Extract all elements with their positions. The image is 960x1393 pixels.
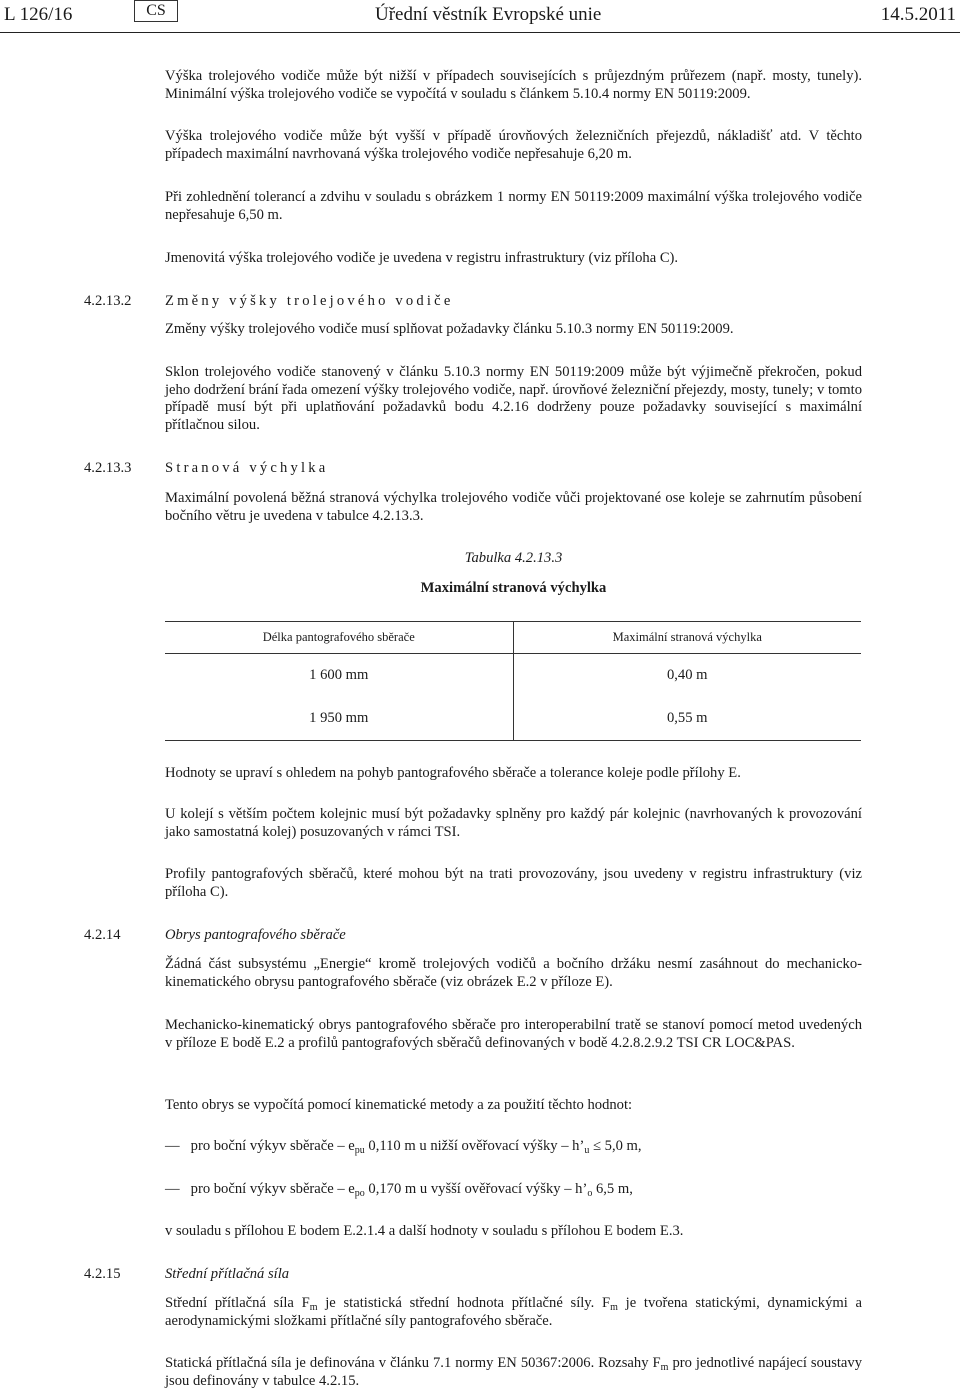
paragraph: Změny výšky trolejového vodiče musí splňovat požadavky článku 5.10.3 normy EN 50119:2009. [165, 321, 734, 337]
paragraph: Výška trolejového vodiče může být vyšší v případě úrovňových železničních přejezdů, nákladišť atd. V těchto případech maximální navrhovaná výška trolejového vodiče nepřesahuje 6,20 m. [165, 128, 862, 162]
paragraph: Hodnoty se upraví s ohledem na pohyb pantografového sběrače a tolerance koleje podle přílohy E. [165, 765, 741, 781]
text-run: Střední přítlačná síla F [165, 1295, 310, 1311]
text-run: pro jednotlivé napájecí soustavy jsou definovány v tabulce 4.2.15. [165, 1355, 862, 1389]
list-text: 0,110 m u nižší ověřovací výšky – h’ [364, 1138, 585, 1154]
section-number: 4.2.13.2 [84, 293, 132, 309]
list-text: 6,5 m, [592, 1181, 633, 1197]
paragraph: Mechanicko-kinematický obrys pantografového sběrače pro interoperabilní tratě se stanoví pomocí metod uvedených v příloze E bodě E.2 a profilů pantografových sběračů definovaných v bodě 4.2.8.2.9.2 TSI CR LOC&PAS. [165, 1017, 862, 1051]
section-title: Stranová výchylka [165, 460, 329, 476]
section-title: Obrys pantografového sběrače [165, 927, 346, 943]
subscript: po [354, 1188, 365, 1199]
text-run: je tvořena statickými, dynamickými a aerodynamickými složkami přítlačné síly pantografového sběrače. [165, 1295, 862, 1329]
text-run: Statická přítlačná síla je definována v článku 7.1 normy EN 50367:2006. Rozsahy F [165, 1355, 661, 1371]
table-title: Maximální stranová výchylka [420, 580, 607, 596]
page-number: L 126/16 [4, 4, 73, 25]
section-number: 4.2.14 [84, 927, 121, 943]
header-rule [0, 32, 960, 33]
table-caption: Tabulka 4.2.13.3 [464, 550, 563, 566]
journal-title: Úřední věstník Evropské unie [375, 4, 602, 25]
table-cell: 1 600 mm [165, 654, 513, 698]
paragraph: Profily pantografových sběračů, které mohou být na trati provozovány, jsou uvedeny v registru infrastruktury (viz příloha C). [165, 866, 862, 900]
list-dash: — [165, 1138, 180, 1154]
subscript: m [660, 1362, 669, 1373]
list-item [165, 1181, 862, 1199]
section-title: Změny výšky trolejového vodiče [165, 293, 454, 309]
section-title: Střední přítlačná síla [165, 1266, 290, 1282]
subscript: pu [354, 1145, 365, 1156]
data-table [165, 621, 861, 741]
table-row [165, 654, 861, 698]
table-row [165, 697, 861, 741]
paragraph: Jmenovitá výška trolejového vodiče je uvedena v registru infrastruktury (viz příloha C). [165, 250, 679, 266]
subscript: m [309, 1302, 318, 1313]
subscript: o [587, 1188, 593, 1199]
paragraph [165, 1295, 862, 1330]
section-number: 4.2.15 [84, 1266, 121, 1282]
section-number: 4.2.13.3 [84, 460, 132, 476]
table-header-row [165, 622, 861, 654]
text-run: je statistická střední hodnota přítlačné síly. F [317, 1295, 611, 1311]
list-text: 0,170 m u vyšší ověřovací výšky – h’ [364, 1181, 588, 1197]
list-text: ≤ 5,0 m, [589, 1138, 642, 1154]
table-cell: 0,40 m [666, 667, 708, 683]
paragraph: Sklon trolejového vodiče stanovený v článku 5.10.3 normy EN 50119:2009 může být výjimečně překročen, pokud jeho dodržení brání řada omezení výšky trolejového vodiče, např. úrovňové železniční přejezdy, mosty, tunely; v tomto případě musí být při uplatňování požadavků bodu 4.2.16 dodrženy pouze požadavky související s maximální přítlačnou silou. [165, 364, 862, 433]
table-cell: 0,55 m [513, 697, 861, 741]
paragraph: Maximální povolená běžná stranová výchylka trolejového vodiče vůči projektované ose koleje se zahrnutím působení bočního větru je uvedena v tabulce 4.2.13.3. [165, 490, 862, 524]
publication-date: 14.5.2011 [880, 4, 956, 25]
list-text: pro boční výkyv sběrače – e [190, 1138, 355, 1154]
list-text: pro boční výkyv sběrače – e [190, 1181, 355, 1197]
page-header [0, 0, 960, 34]
paragraph: Žádná část subsystému „Energie“ kromě trolejových vodičů a bočního držáku nesmí zasáhnout do mechanicko-kinematického obrysu pantografového sběrače (viz obrázek E.2 v příloze E). [165, 956, 862, 990]
subscript: u [584, 1145, 590, 1156]
table-cell: 1 950 mm [165, 697, 513, 741]
list-item [165, 1138, 862, 1156]
paragraph: Výška trolejového vodiče může být nižší v případech souvisejících s průjezdným průřezem (např. mosty, tunely). Minimální výška trolejového vodiče se vypočítá v souladu s článkem 5.10.4 normy EN 50119:2009. [165, 68, 862, 102]
paragraph [165, 1355, 862, 1390]
list-dash: — [165, 1181, 180, 1197]
paragraph: Tento obrys se vypočítá pomocí kinematické metody a za použití těchto hodnot: [165, 1097, 633, 1113]
paragraph: U kolejí s větším počtem kolejnic musí být požadavky splněny pro každý pár kolejnic (navrhovaných k provozování jako samostatná kolej) posuzovaných v rámci TSI. [165, 806, 862, 840]
column-header: Délka pantografového sběrače [165, 622, 513, 654]
paragraph: v souladu s přílohou E bodem E.2.1.4 a další hodnoty v souladu s přílohou E bodem E.3. [165, 1223, 684, 1239]
subscript: m [610, 1302, 618, 1313]
language-badge: CS [134, 0, 178, 22]
paragraph: Při zohlednění tolerancí a zdvihu v souladu s obrázkem 1 normy EN 50119:2009 maximální výška trolejového vodiče nepřesahuje 6,50 m. [165, 189, 862, 223]
column-header: Maximální stranová výchylka [513, 622, 861, 654]
